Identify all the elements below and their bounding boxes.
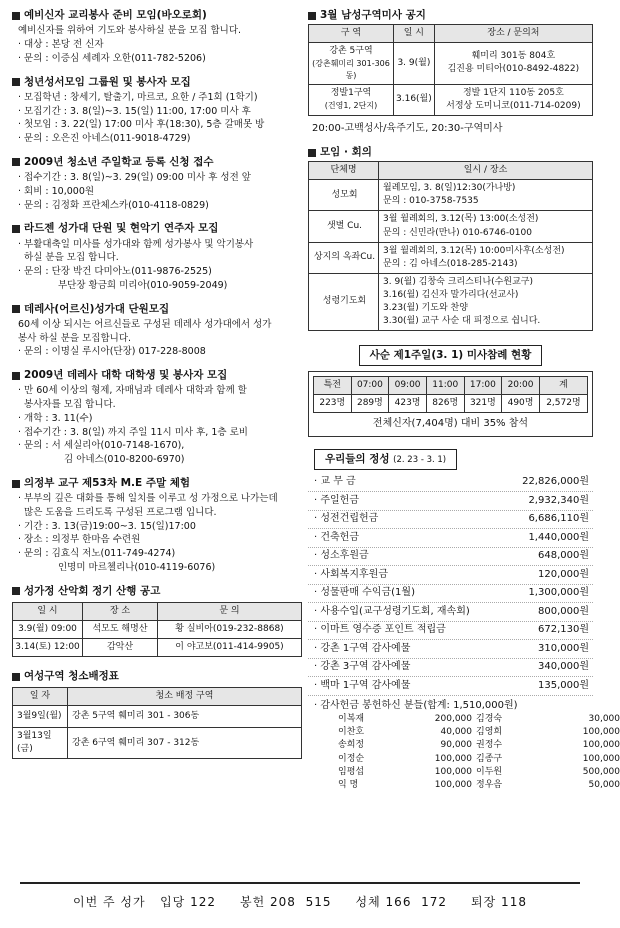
cleaning-table xyxy=(12,687,302,759)
table-header: 특전 xyxy=(314,377,352,395)
table-header: 청소 배정 구역 xyxy=(68,688,302,706)
section-youth-bible xyxy=(12,75,302,146)
text-line: 3.30(월) 교구 사순 대 피정으로 쉽니다. xyxy=(383,315,541,326)
offering-row xyxy=(308,566,593,585)
text-line: · 문의 : 이명실 루시아(단장) 017-228-8008 xyxy=(18,346,206,358)
table-row xyxy=(13,621,302,639)
bullet-square-icon xyxy=(12,372,20,380)
offering-amount: 2,932,340원 xyxy=(528,494,589,506)
text-line: 3. 9(월) 김창숙 크리스티나(수원교구) xyxy=(383,276,533,287)
section-hiking-club xyxy=(12,584,302,657)
text-line: · 문의 : 김정화 프란체스카(010-4118-0829) xyxy=(18,199,209,211)
offerings-period: (2. 23 - 3. 1) xyxy=(393,454,447,465)
table-header: 장 소 xyxy=(83,602,158,620)
bullet-square-icon xyxy=(12,587,20,595)
table-cell: 3월13일(금) xyxy=(13,728,68,759)
table-cell: 감악산 xyxy=(83,639,158,657)
section-title: 라드젠 성가대 단원 및 현악기 연주자 모집 xyxy=(24,222,219,235)
offering-label: · 성물판매 수익금(1월) xyxy=(314,587,415,599)
text-line: 월례모임, 3. 8(일)12:30(가나방) xyxy=(383,183,516,194)
offering-label: · 강촌 1구역 감사예물 xyxy=(314,642,411,654)
text-line: 인명미 마르첼리나(010-4119-6076) xyxy=(58,561,216,573)
text-line: · 문의 : 오은진 아네스(011-9018-4729) xyxy=(18,133,191,145)
offering-row xyxy=(308,529,593,548)
bullet-square-icon xyxy=(12,673,20,681)
donor-amount: 100,000 xyxy=(434,753,472,764)
table-header: 계 xyxy=(539,377,587,395)
table-row xyxy=(314,395,588,413)
donor-name: 권정수 xyxy=(476,740,503,751)
section-title: 예비신자 교리봉사 준비 모임(바오로회) xyxy=(24,9,207,21)
donor-amount: 100,000 xyxy=(582,727,620,738)
donor-name: 송희정 xyxy=(338,740,365,751)
table-header: 문 의 xyxy=(158,602,302,620)
section-teresa-college xyxy=(12,368,302,467)
table-row xyxy=(13,728,302,759)
section-title: 모임 · 회의 xyxy=(320,146,372,159)
offering-row xyxy=(308,585,593,604)
text-line: 3월 월례회의, 3.12(목) 10:00미사후(소성전) xyxy=(383,245,565,256)
offering-row xyxy=(308,677,593,696)
offering-row xyxy=(308,492,593,511)
text-line: · 문의 : 단장 박건 다미아노(011-9876-2525) xyxy=(18,266,212,278)
offering-row xyxy=(308,474,593,493)
table-header: 일 시 xyxy=(13,602,83,620)
donor-grid xyxy=(308,713,620,791)
bullet-square-icon xyxy=(308,12,316,20)
section-title: 성가정 산악회 정기 산행 공고 xyxy=(24,584,161,597)
text-line: · 문의 : 서 세실리아(010-7148-1670), xyxy=(18,440,185,452)
left-column xyxy=(12,8,302,768)
offerings-title-text: 우리들의 정성 xyxy=(325,452,390,465)
offering-amount: 800,000원 xyxy=(537,605,589,617)
offering-label: · 강촌 3구역 감사예물 xyxy=(314,661,411,673)
text-line: · 접수기간 : 3. 8(일) 까지 주일 11시 미사 후, 1층 로비 xyxy=(18,426,248,438)
section-attendance xyxy=(308,345,593,437)
section-catechism xyxy=(12,8,302,66)
table-cell: 석모도 해명산 xyxy=(83,621,158,639)
table-cell: 826명 xyxy=(426,395,464,413)
donor-name: 임평섭 xyxy=(338,766,365,777)
section-title: 3월 남성구역미사 공지 xyxy=(320,9,426,21)
section-title: 청년성서모임 그룹원 및 봉사자 모집 xyxy=(24,75,191,88)
donor-amount: 100,000 xyxy=(434,779,472,790)
bullet-square-icon xyxy=(12,12,20,20)
table-cell: 423명 xyxy=(389,395,427,413)
section-offerings xyxy=(308,449,620,792)
table-cell: 289명 xyxy=(351,395,389,413)
text-line: 3.16(월) 김신자 말가리다(선교사) xyxy=(383,289,519,300)
table-cell: 강촌 5구역 훼미리 301 - 306동 xyxy=(68,706,302,728)
donor-name: 정우음 xyxy=(476,779,503,790)
section-title: 의정부 교구 제53차 M.E 주말 체험 xyxy=(24,476,191,489)
text-line: · 모집기간 : 3. 8(일)~3. 15(일) 11:00, 17:00 미사 후 xyxy=(18,105,251,117)
table-header: 구 역 xyxy=(309,25,394,43)
contact: 서정상 도미니코(011-714-0209) xyxy=(446,100,581,111)
table-cell: 3. 9(월) xyxy=(394,43,435,84)
attendance-title: 사순 제1주일(3. 1) 미사참례 현황 xyxy=(359,345,543,366)
donor-name: 이두원 xyxy=(476,766,503,777)
table-cell: 3.14(토) 12:00 xyxy=(13,639,83,657)
offering-label: · 사회복지후원금 xyxy=(314,568,388,580)
table-header: 11:00 xyxy=(426,377,464,395)
section-meetings xyxy=(308,145,593,331)
text-line: 60세 이상 되시는 어르신들로 구성된 데레사 성가대에서 성가 xyxy=(18,318,272,330)
text-line: 문의 : 김 아네스(018-285-2143) xyxy=(383,258,518,269)
table-header: 단체명 xyxy=(309,162,379,180)
offering-label: · 교 무 금 xyxy=(314,476,356,488)
donor-amount: 90,000 xyxy=(440,740,472,751)
offering-amount: 22,826,000원 xyxy=(522,476,589,488)
offering-amount: 1,300,000원 xyxy=(528,587,589,599)
offering-label: · 성소후원금 xyxy=(314,550,369,562)
group-name: 상지의 옥좌Cu. xyxy=(309,242,379,273)
table-cell: 황 실비아(019-232-8868) xyxy=(158,621,302,639)
donor-amount: 100,000 xyxy=(582,753,620,764)
donor-name: 이복재 xyxy=(338,714,365,725)
bullet-square-icon xyxy=(12,158,20,166)
table-header: 일 자 xyxy=(13,688,68,706)
bullet-square-icon xyxy=(308,149,316,157)
text-line: · 장소 : 의정부 한마음 수련원 xyxy=(18,534,141,546)
offering-label: · 성전건립헌금 xyxy=(314,513,379,525)
table-cell: 강촌 6구역 훼미리 307 - 312동 xyxy=(68,728,302,759)
text-line: · 기간 : 3. 13(금)19:00~3. 15(일)17:00 xyxy=(18,520,196,532)
place: 정발 1단지 110동 205호 xyxy=(462,87,564,98)
section-cleaning xyxy=(12,669,302,759)
hymn-footer: 이번 주 성가 입당 122 봉헌 208 515 성체 166 172 퇴장 118 xyxy=(73,895,527,909)
text-line: · 접수기간 : 3. 8(일)~3. 29(일) 09:00 미사 후 성전 앞 xyxy=(18,172,251,184)
bullet-square-icon xyxy=(12,225,20,233)
text-line: · 만 60세 이상의 형제, 자매님과 데레사 대학과 함께 할 xyxy=(18,385,247,397)
offering-row xyxy=(308,640,593,659)
section-title: 데레사(어르신)성가대 단원모집 xyxy=(24,302,170,315)
table-row xyxy=(309,43,593,84)
area-name: 강촌 5구역 xyxy=(329,46,373,57)
donor-amount: 500,000 xyxy=(582,766,620,777)
table-cell xyxy=(434,43,592,84)
text-line: · 모집학년 : 창세기, 탈출기, 마르코, 요한 / 주1회 (1학기) xyxy=(18,91,258,103)
section-title: 여성구역 청소배정표 xyxy=(24,670,119,683)
table-cell xyxy=(379,211,593,242)
offering-amount: 340,000원 xyxy=(537,661,589,673)
table-header: 20:00 xyxy=(502,377,540,395)
donor-amount: 40,000 xyxy=(440,727,472,738)
section-me-weekend xyxy=(12,476,302,575)
section-mens-mass xyxy=(308,8,593,136)
area-detail: (건영1, 2단지) xyxy=(324,101,378,111)
attendance-note: 전체신자(7,404명) 대비 35% 참석 xyxy=(372,418,529,430)
donor-amount: 100,000 xyxy=(434,766,472,777)
table-cell xyxy=(309,43,394,84)
table-cell xyxy=(379,273,593,330)
text-line: · 대상 : 본당 전 신자 xyxy=(18,38,104,50)
text-line: · 문의 : 김효식 저노(011-749-4274) xyxy=(18,548,176,560)
table-cell: 이 야고보(011-414-9905) xyxy=(158,639,302,657)
table-header: 일 시 xyxy=(394,25,435,43)
table-row xyxy=(309,273,593,330)
text-line: · 부부의 깊은 대화를 통해 일치를 이루고 성 가정으로 나가는데 xyxy=(18,493,278,505)
table-header: 일시 / 장소 xyxy=(379,162,593,180)
offering-label: · 백마 1구역 감사예물 xyxy=(314,679,411,691)
meetings-table xyxy=(308,161,593,331)
donor-name: 김경숙 xyxy=(476,714,503,725)
offering-row xyxy=(308,622,593,641)
text-line: 봉사 하실 분을 모집합니다. xyxy=(18,332,132,344)
offerings-title xyxy=(314,449,457,470)
group-name: 샛별 Cu. xyxy=(309,211,379,242)
table-row xyxy=(309,242,593,273)
table-cell: 3.16(월) xyxy=(394,84,435,115)
table-header: 09:00 xyxy=(389,377,427,395)
text-line: 3.23(월) 기도와 찬양 xyxy=(383,302,468,313)
place: 훼미리 301동 804호 xyxy=(471,51,556,62)
table-cell xyxy=(379,180,593,211)
text-line: 많은 도움을 드리도록 구성된 프로그램 입니다. xyxy=(18,506,217,518)
mens-mass-table xyxy=(308,24,593,115)
right-column xyxy=(308,8,620,801)
bullet-square-icon xyxy=(12,480,20,488)
donor-name: 이찬호 xyxy=(338,727,365,738)
text-line: 하실 분을 모집 합니다. xyxy=(18,252,119,264)
text-line: · 개학 : 3. 11(수) xyxy=(18,412,93,424)
text-line: 3월 월례회의, 3.12(목) 13:00(소성전) xyxy=(383,214,539,225)
table-cell: 2,572명 xyxy=(539,395,587,413)
table-cell: 3월9일(월) xyxy=(13,706,68,728)
offering-label: · 사용수입(교구성령기도회, 재속회) xyxy=(314,605,470,617)
text-line: 문의 : 010-3758-7535 xyxy=(383,196,479,207)
donor-amount: 100,000 xyxy=(582,740,620,751)
table-header: 17:00 xyxy=(464,377,502,395)
table-row xyxy=(309,211,593,242)
offerings-list xyxy=(308,474,593,696)
text-line: 부단장 황금희 미리아(010-9059-2049) xyxy=(58,279,228,291)
table-cell xyxy=(379,242,593,273)
text-line: · 부활대축일 미사를 성가대와 함께 성가봉사 및 악기봉사 xyxy=(18,238,254,250)
offering-amount: 135,000원 xyxy=(537,679,589,691)
group-name: 성령기도회 xyxy=(309,273,379,330)
text-line: 봉사자를 모집 합니다. xyxy=(18,399,116,411)
section-title: 2009년 청소년 주일학교 등록 신청 접수 xyxy=(24,155,214,168)
area-name: 정발1구역 xyxy=(330,88,372,99)
table-cell xyxy=(434,84,592,115)
donor-name: 김종구 xyxy=(476,753,503,764)
mass-note: 20:00-고백성사/육주기도, 20:30-구역미사 xyxy=(312,122,503,134)
table-row xyxy=(13,639,302,657)
bullet-square-icon xyxy=(12,78,20,86)
offering-row xyxy=(308,548,593,567)
offering-amount: 6,686,110원 xyxy=(528,513,589,525)
text-line: · 회비 : 10,000원 xyxy=(18,185,95,197)
bullet-square-icon xyxy=(12,305,20,313)
hiking-table xyxy=(12,602,302,657)
donor-name: 이정순 xyxy=(338,753,365,764)
donor-name: 익 명 xyxy=(338,779,359,790)
text-line: 예비신자를 위하여 기도와 봉사하실 분을 모집 합니다. xyxy=(18,25,242,37)
table-row xyxy=(309,180,593,211)
donor-amount: 30,000 xyxy=(588,714,620,725)
table-cell xyxy=(309,84,394,115)
table-row xyxy=(309,84,593,115)
offering-amount: 1,440,000원 xyxy=(528,531,589,543)
text-line: · 첫모임 : 3. 22(일) 17:00 미사 후(18:30), 5층 갈매못 방 xyxy=(18,119,265,131)
table-cell: 321명 xyxy=(464,395,502,413)
contact: 김진용 미티아(010-8492-4822) xyxy=(447,64,580,75)
text-line: · 문의 : 이증심 세례자 오한(011-782-5206) xyxy=(18,52,206,64)
section-sunday-school xyxy=(12,155,302,213)
thanks-title: · 감사헌금 봉헌하신 분들(합계: 1,510,000원) xyxy=(314,699,518,711)
offering-amount: 672,130원 xyxy=(537,624,589,636)
section-elder-choir xyxy=(12,302,302,360)
offering-row xyxy=(308,511,593,530)
offering-amount: 120,000원 xyxy=(537,568,589,580)
table-header: 장소 / 문의처 xyxy=(434,25,592,43)
table-cell: 223명 xyxy=(314,395,352,413)
offering-label: · 건축헌금 xyxy=(314,531,359,543)
offering-amount: 310,000원 xyxy=(537,642,589,654)
table-row xyxy=(13,706,302,728)
offering-row xyxy=(308,603,593,622)
text-line: 김 아네스(010-8200-6970) xyxy=(64,454,185,466)
offering-amount: 648,000원 xyxy=(537,550,589,562)
table-header: 07:00 xyxy=(351,377,389,395)
area-detail: (강촌훼미리 301-306동) xyxy=(312,59,390,80)
group-name: 성모회 xyxy=(309,180,379,211)
offering-label: · 주일헌금 xyxy=(314,494,359,506)
table-cell: 3.9(월) 09:00 xyxy=(13,621,83,639)
offering-label: · 이마트 영수증 포인트 적립금 xyxy=(314,624,446,636)
donor-amount: 50,000 xyxy=(588,779,620,790)
section-title: 2009년 데레사 대학 대학생 및 봉사자 모집 xyxy=(24,369,228,382)
offering-row xyxy=(308,659,593,678)
footer-divider xyxy=(20,882,580,884)
donor-amount: 200,000 xyxy=(434,714,472,725)
donor-name: 김영희 xyxy=(476,727,503,738)
attendance-table xyxy=(313,376,588,413)
table-cell: 490명 xyxy=(502,395,540,413)
text-line: 문의 : 신민라(만나) 010-6746-0100 xyxy=(383,227,532,238)
section-choir-recruit xyxy=(12,221,302,292)
